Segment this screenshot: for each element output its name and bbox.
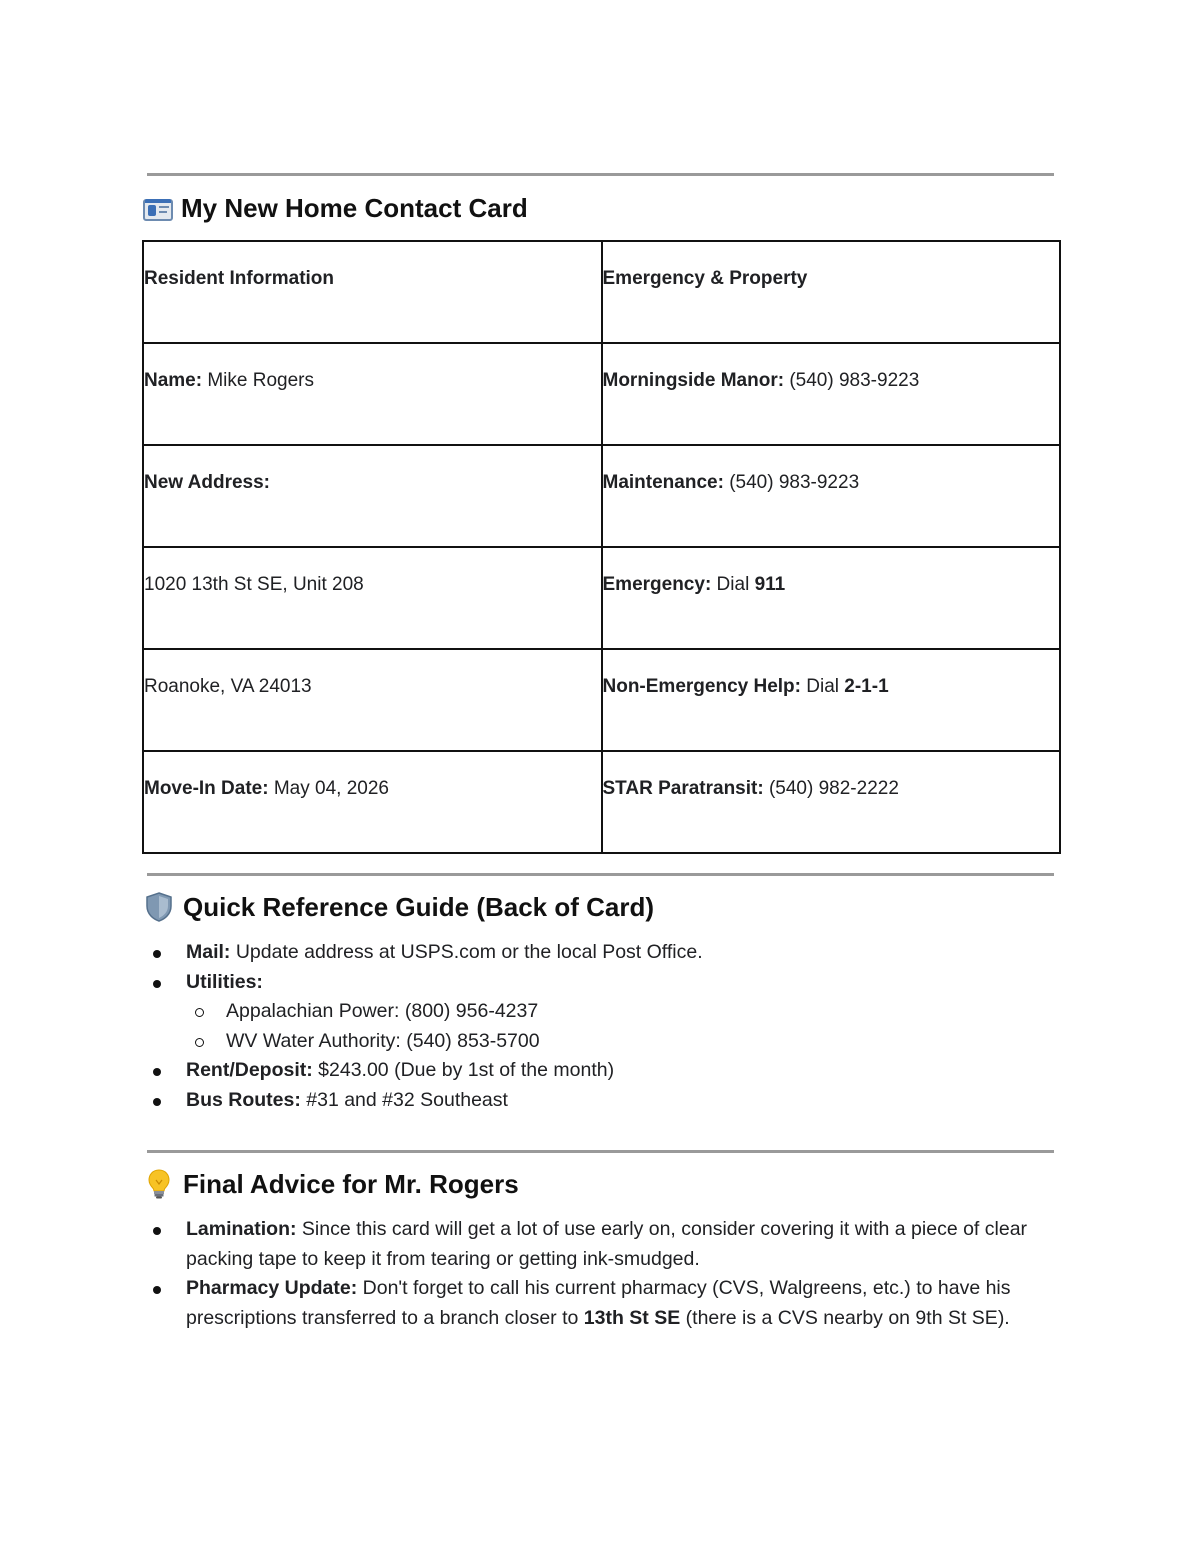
table-row — [143, 547, 1060, 649]
utilities-sublist — [226, 997, 703, 1056]
quick-reference-list — [186, 938, 703, 1115]
manor-phone-cell: Morningside Manor: (540) 983-9223 — [602, 343, 1061, 445]
table-row — [143, 751, 1060, 853]
light-bulb-icon — [143, 1168, 175, 1200]
shield-icon — [143, 891, 175, 923]
list-item-rent: Rent/Deposit: $243.00 (Due by 1st of the month) — [186, 1056, 703, 1086]
list-item-mail: Mail: Update address at USPS.com or the local Post Office. — [186, 938, 703, 968]
final-advice-title: Final Advice for Mr. Rogers — [183, 1168, 519, 1199]
table-row — [143, 343, 1060, 445]
list-item: WV Water Authority: (540) 853-5700 — [226, 1027, 703, 1057]
list-item-utilities: Utilities: Appalachian Power: (800) 956-4237 WV Water Authority: (540) 853-5700 — [186, 968, 703, 1057]
street-address-cell: 1020 13th St SE, Unit 208 — [143, 547, 602, 649]
contact-card-heading — [143, 190, 528, 226]
new-address-label-cell: New Address: — [143, 445, 602, 547]
list-item-bus: Bus Routes: #31 and #32 Southeast — [186, 1086, 703, 1116]
contact-card-title: My New Home Contact Card — [181, 192, 528, 223]
table-row — [143, 649, 1060, 751]
column-header-resident: Resident Information — [143, 241, 602, 343]
paratransit-cell: STAR Paratransit: (540) 982-2222 — [602, 751, 1061, 853]
final-advice-heading — [143, 1166, 519, 1202]
table-row — [143, 445, 1060, 547]
contact-card-icon — [143, 199, 173, 221]
non-emergency-cell: Non-Emergency Help: Dial 2-1-1 — [602, 649, 1061, 751]
table-header-row — [143, 241, 1060, 343]
column-header-emergency: Emergency & Property — [602, 241, 1061, 343]
list-item-lamination: Lamination: Since this card will get a lot of use early on, consider covering it with a piece of clear packing tape to keep it from tearing or getting ink-smudged. — [186, 1215, 1056, 1274]
list-item: Appalachian Power: (800) 956-4237 — [226, 997, 703, 1027]
quick-reference-heading — [143, 889, 654, 925]
contact-card-table — [142, 240, 1061, 854]
quick-reference-title: Quick Reference Guide (Back of Card) — [183, 891, 655, 922]
divider-lower — [147, 1150, 1054, 1153]
maintenance-phone-cell: Maintenance: (540) 983-9223 — [602, 445, 1061, 547]
divider-top — [147, 173, 1054, 176]
divider-middle — [147, 873, 1054, 876]
list-item-pharmacy: Pharmacy Update: Don't forget to call his current pharmacy (CVS, Walgreens, etc.) to have his prescriptions transferred to a branch closer to 13th St SE (there is a CVS nearby on 9th St SE). — [186, 1274, 1056, 1333]
emergency-cell: Emergency: Dial 911 — [602, 547, 1061, 649]
move-in-date-cell: Move-In Date: May 04, 2026 — [143, 751, 602, 853]
city-state-zip-cell: Roanoke, VA 24013 — [143, 649, 602, 751]
resident-name-cell: Name: Mike Rogers — [143, 343, 602, 445]
final-advice-list — [186, 1215, 1056, 1333]
